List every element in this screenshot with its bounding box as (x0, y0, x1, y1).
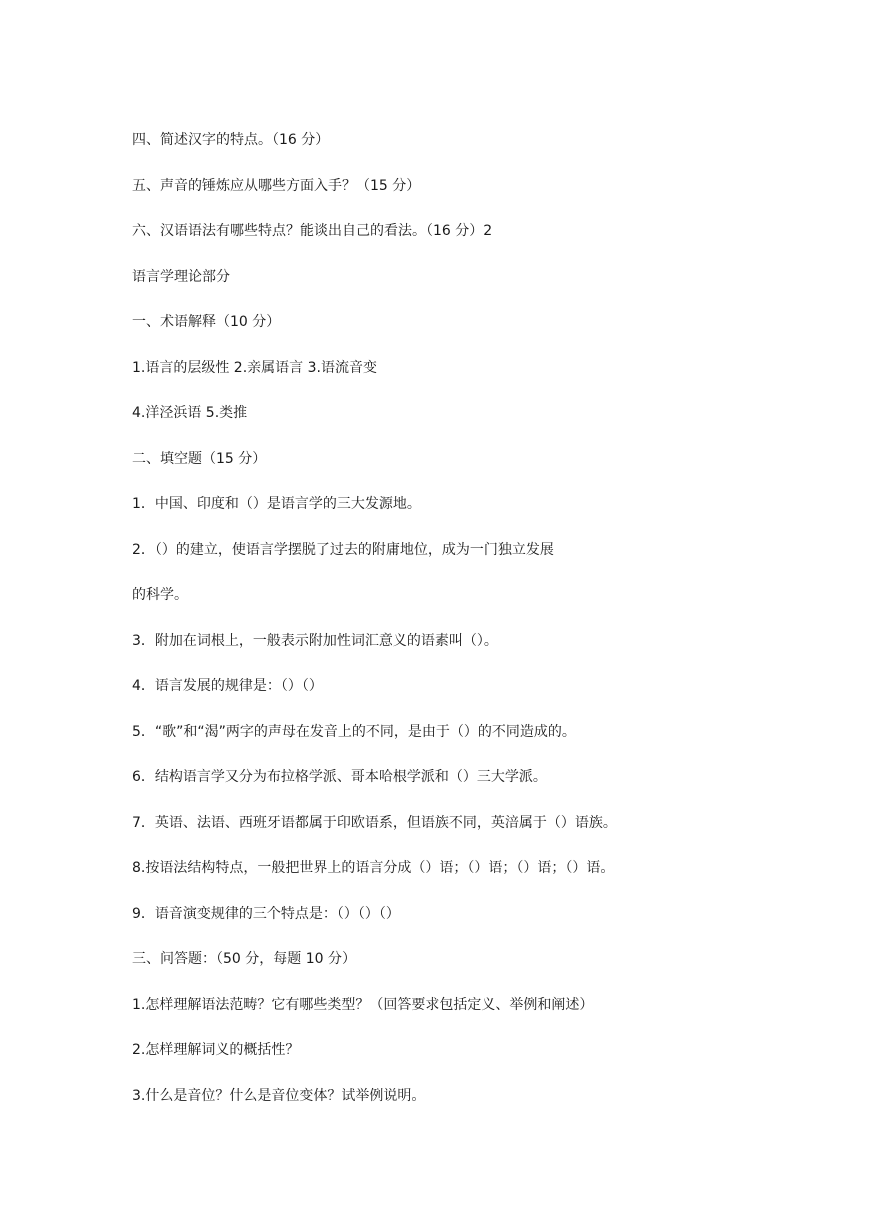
question-6-chinese-grammar: 六、汉语语法有哪些特点？能谈出自己的看法。（16 分）2 (132, 223, 493, 239)
fill-blank-item-2: 2．（）的建立，使语言学摆脱了过去的附庸地位，成为一门独立发展 (132, 542, 554, 558)
terms-list-line-1: 1.语言的层级性 2.亲属语言 3.语流音变 (132, 360, 377, 376)
question-5-voice-training: 五、声音的锤炼应从哪些方面入手？（15 分） (132, 178, 421, 194)
fill-blank-item-5: 5．“歌”和“渴”两字的声母在发音上的不同，是由于（）的不同造成的。 (132, 724, 576, 740)
part-3-short-answer-heading: 三、问答题：（50 分，每题 10 分） (132, 951, 356, 967)
part-1-term-explanation-heading: 一、术语解释（10 分） (132, 314, 281, 330)
terms-list-line-2: 4.洋泾浜语 5.类推 (132, 405, 248, 421)
fill-blank-item-8: 8.按语法结构特点，一般把世界上的语言分成（）语；（）语；（）语；（）语。 (132, 860, 615, 876)
fill-blank-item-7: 7．英语、法语、西班牙语都属于印欧语系，但语族不同，英涪属于（）语族。 (132, 815, 617, 831)
question-4-summary-hanzi: 四、简述汉字的特点。（16 分） (132, 132, 330, 148)
fill-blank-item-6: 6．结构语言学又分为布拉格学派、哥本哈根学派和（）三大学派。 (132, 769, 547, 785)
short-answer-item-3: 3.什么是音位？什么是音位变体？试举例说明。 (132, 1088, 426, 1104)
short-answer-item-1: 1.怎样理解语法范畴？它有哪些类型？（回答要求包括定义、举例和阐述） (132, 997, 594, 1013)
part-2-fill-blank-heading: 二、填空题（15 分） (132, 451, 267, 467)
fill-blank-item-3: 3．附加在词根上，一般表示附加性词汇意义的语素叫（）。 (132, 633, 498, 649)
fill-blank-item-9: 9．语音演变规律的三个特点是：（）（）（） (132, 906, 400, 922)
fill-blank-item-4: 4．语言发展的规律是：（）（） (132, 678, 323, 694)
section-heading-linguistics-theory: 语言学理论部分 (132, 269, 230, 285)
short-answer-item-2: 2.怎样理解词义的概括性？ (132, 1042, 300, 1058)
fill-blank-item-2-continued: 的科学。 (132, 587, 188, 603)
fill-blank-item-1: 1．中国、印度和（）是语言学的三大发源地。 (132, 496, 421, 512)
